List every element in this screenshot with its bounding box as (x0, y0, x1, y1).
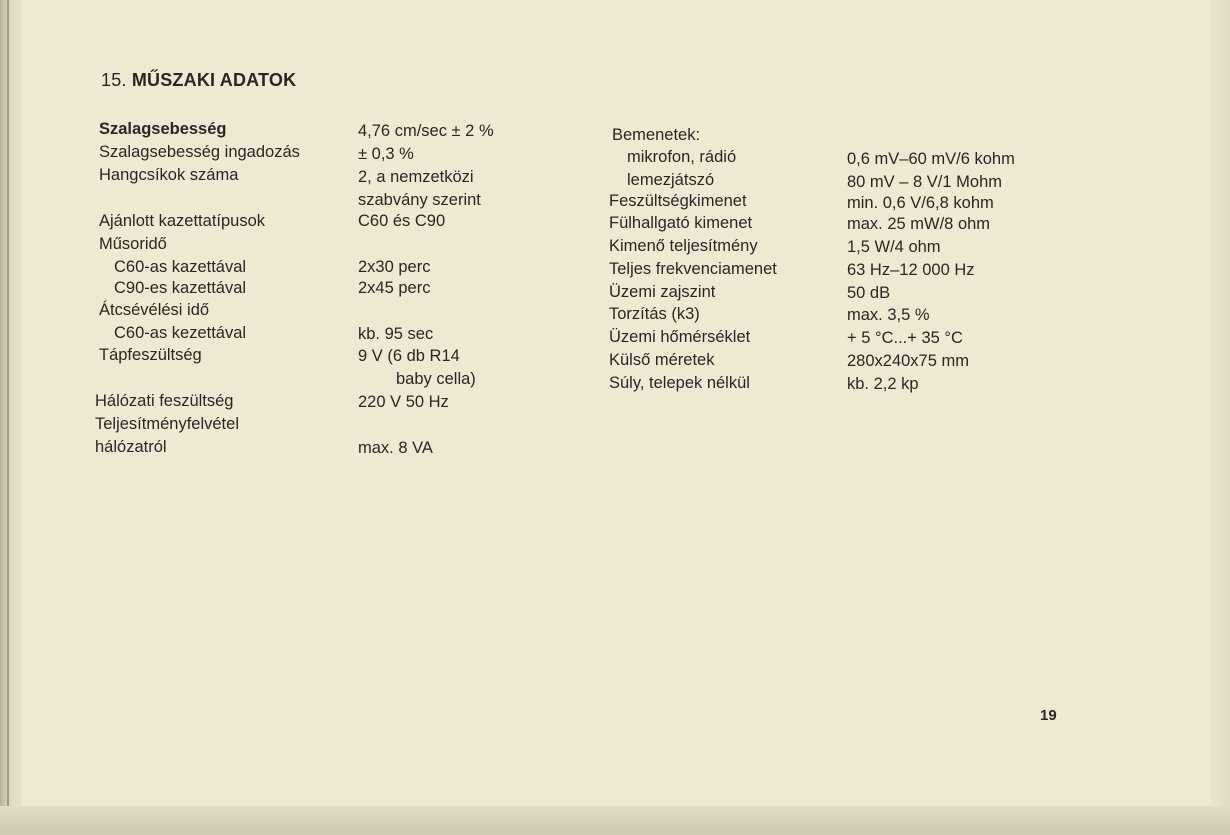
page-right-edge (1210, 0, 1230, 835)
spec-label-supply-voltage: Tápfeszültség (99, 346, 202, 364)
spec-label-tape-speed: Szalagsebesség (99, 120, 227, 138)
spec-value-mic-radio: 0,6 mV–60 mV/6 kohm (847, 150, 1015, 168)
spec-label-voltage-output: Feszültségkimenet (609, 192, 747, 210)
spec-value-c60-rewind: kb. 95 sec (358, 325, 434, 343)
spec-label-c60-playing: C60-as kazettával (114, 258, 247, 276)
spec-value-tracks: 2, a nemzetközi (358, 168, 474, 186)
spec-value-power-consumption: max. 8 VA (358, 439, 433, 457)
spec-label-output-power: Kimenő teljesítmény (609, 237, 758, 255)
spec-value-tape-speed: 4,76 cm/sec ± 2 % (358, 122, 494, 140)
spec-value-operating-temperature: + 5 °C...+ 35 °C (847, 329, 963, 347)
spec-label-turntable: lemezjátszó (627, 171, 715, 189)
spec-label-noise-level: Üzemi zajszint (609, 283, 716, 301)
spec-label-distortion: Torzítás (k3) (609, 305, 700, 323)
page-bottom-edge (0, 806, 1230, 835)
spec-label-operating-temperature: Üzemi hőmérséklet (609, 328, 751, 346)
page-binding (0, 0, 22, 835)
spec-value-voltage-output: min. 0,6 V/6,8 kohm (847, 194, 994, 212)
spec-label-wow-flutter: Szalagsebesség ingadozás (99, 143, 300, 161)
spec-label-mic-radio: mikrofon, rádió (627, 148, 737, 166)
spec-label-from-mains: hálózatról (95, 438, 167, 456)
spec-label-c90-playing: C90-es kazettával (114, 279, 247, 297)
spec-label-frequency-response: Teljes frekvenciamenet (609, 260, 777, 278)
page-number: 19 (1040, 707, 1057, 724)
spec-value-headphone-output: max. 25 mW/8 ohm (847, 215, 991, 233)
spec-value-supply-voltage: 9 V (6 db R14 (358, 347, 460, 365)
spec-label-headphone-output: Fülhallgató kimenet (609, 214, 753, 232)
spec-value-battery-type: baby cella) (396, 370, 476, 388)
spec-value-mains-voltage: 220 V 50 Hz (358, 393, 449, 411)
spec-value-dimensions: 280x240x75 mm (847, 352, 969, 370)
spec-label-mains-voltage: Hálózati feszültség (95, 392, 234, 410)
spec-value-wow-flutter: ± 0,3 % (358, 145, 414, 163)
section-number: 15. (101, 70, 127, 90)
spec-label-c60-rewind: C60-as kezettával (114, 324, 247, 342)
spec-value-weight: kb. 2,2 kp (847, 375, 919, 393)
spec-value-c60-playing: 2x30 perc (358, 258, 431, 276)
spec-value-turntable: 80 mV – 8 V/1 Mohm (847, 173, 1002, 191)
binding-crease (7, 0, 9, 835)
spec-label-inputs: Bemenetek: (612, 126, 701, 144)
spec-label-cassette-types: Ajánlott kazettatípusok (99, 212, 266, 230)
spec-value-cassette-types: C60 és C90 (358, 212, 446, 230)
spec-value-frequency-response: 63 Hz–12 000 Hz (847, 261, 975, 279)
spec-label-tracks: Hangcsíkok száma (99, 166, 239, 184)
section-title: MŰSZAKI ADATOK (131, 70, 297, 90)
spec-label-dimensions: Külső méretek (609, 351, 715, 369)
spec-label-weight: Súly, telepek nélkül (609, 374, 750, 392)
spec-label-rewind-time: Átcsévélési idő (99, 301, 210, 319)
spec-value-tracks-standard: szabvány szerint (358, 191, 481, 209)
spec-label-playing-time: Műsoridő (99, 235, 167, 253)
section-heading (101, 70, 296, 91)
spec-label-power-consumption: Teljesítményfelvétel (95, 415, 239, 433)
spec-value-output-power: 1,5 W/4 ohm (847, 238, 941, 256)
spec-value-noise-level: 50 dB (847, 284, 891, 302)
spec-value-c90-playing: 2x45 perc (358, 279, 431, 297)
spec-value-distortion: max. 3,5 % (847, 306, 930, 324)
